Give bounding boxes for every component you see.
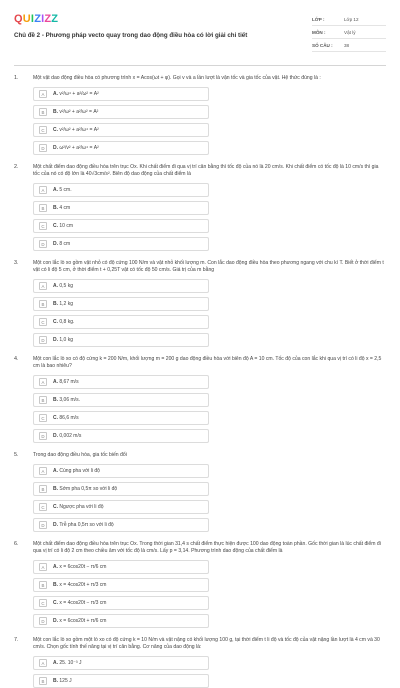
answer-option[interactable] xyxy=(33,518,209,532)
option-letter-box: A xyxy=(39,659,47,667)
option-body: x = 6cos20t + π/6 cm xyxy=(59,618,107,624)
page-title: Chủ đề 2 - Phương pháp vecto quay trong dao động điều hòa có lời giải chi tiết xyxy=(14,32,248,39)
question-item xyxy=(14,260,386,347)
option-body: 125 J xyxy=(59,678,72,684)
option-body: 4 cm xyxy=(59,205,71,211)
option-letter-box: A xyxy=(39,378,47,386)
option-label: C. xyxy=(53,600,58,606)
question-item xyxy=(14,75,386,155)
answer-option[interactable] xyxy=(33,464,209,478)
option-text xyxy=(53,678,72,684)
meta-key: SỐ CÂU : xyxy=(312,42,333,48)
option-body: v²/ω² + a²/ω² = A² xyxy=(59,109,99,115)
option-letter-box: D xyxy=(39,521,47,529)
option-letter-box: C xyxy=(39,318,47,326)
options-grid xyxy=(33,279,386,347)
option-letter-box: D xyxy=(39,336,47,344)
answer-option[interactable] xyxy=(33,183,209,197)
answer-option[interactable] xyxy=(33,87,209,101)
option-letter-box: D xyxy=(39,432,47,440)
answer-option[interactable] xyxy=(33,500,209,514)
logo-letter: Z xyxy=(34,13,42,25)
answer-option[interactable] xyxy=(33,674,209,688)
options-grid xyxy=(33,375,386,443)
option-body: x = 4cos20t − π/3 cm xyxy=(59,600,107,606)
option-text xyxy=(53,468,100,474)
option-text xyxy=(53,522,114,528)
answer-option[interactable] xyxy=(33,279,209,293)
logo-letter: Q xyxy=(14,13,23,25)
option-label: B. xyxy=(53,397,58,403)
answer-option[interactable] xyxy=(33,578,209,592)
option-body: 8,67 m/s xyxy=(59,379,79,385)
option-label: A. xyxy=(53,187,58,193)
options-grid xyxy=(33,87,386,155)
option-label: B. xyxy=(53,582,58,588)
option-letter-box: D xyxy=(39,144,47,152)
option-text xyxy=(53,379,79,385)
meta-row-subject xyxy=(312,26,386,39)
logo-letter: U xyxy=(22,13,31,25)
logo-letter: I xyxy=(41,13,45,25)
option-letter-box: C xyxy=(39,503,47,511)
option-letter-box: A xyxy=(39,282,47,290)
question-item xyxy=(14,637,386,688)
option-body: 1,0 kg xyxy=(59,337,74,343)
option-text xyxy=(53,415,79,421)
option-letter-box: C xyxy=(39,222,47,230)
option-body: ω²/v² + a²/ω⁴ = A² xyxy=(59,145,99,151)
question-item xyxy=(14,164,386,251)
option-text xyxy=(53,582,106,588)
option-label: D. xyxy=(53,337,58,343)
option-letter-box: C xyxy=(39,126,47,134)
question-number: 2. xyxy=(14,164,19,170)
option-text xyxy=(53,223,73,229)
option-letter-box: A xyxy=(39,186,47,194)
option-text xyxy=(53,241,70,247)
option-body: 10 cm xyxy=(59,223,74,229)
meta-key: LỚP : xyxy=(312,16,325,22)
option-label: C. xyxy=(53,223,58,229)
logo-letter: Z xyxy=(44,13,52,25)
meta-key: MÔN : xyxy=(312,29,326,35)
question-number: 1. xyxy=(14,75,19,81)
option-label: D. xyxy=(53,522,58,528)
option-label: A. xyxy=(53,379,58,385)
logo-letter: I xyxy=(30,13,35,25)
answer-option[interactable] xyxy=(33,123,209,137)
option-letter-box: C xyxy=(39,599,47,607)
option-text xyxy=(53,301,73,307)
option-label: D. xyxy=(53,145,58,151)
answer-option[interactable] xyxy=(33,393,209,407)
option-text xyxy=(53,283,73,289)
option-label: B. xyxy=(53,205,58,211)
answer-option[interactable] xyxy=(33,141,209,155)
option-label: C. xyxy=(53,415,58,421)
option-letter-box: B xyxy=(39,581,47,589)
option-text xyxy=(53,486,117,492)
meta-row-class xyxy=(312,13,386,26)
answer-option[interactable] xyxy=(33,429,209,443)
question-text: Một con lắc lò xo gồm một lò xo có độ cứng k = 10 N/m và vật nặng có khối lượng 100 g, tại thời điểm t li độ và tốc độ của vật nặng lần lượt là 4 cm và 30 cm/s. Chọn gốc tính thế năng tại vị trí cân bằng. Cơ năng của dao động là: xyxy=(33,637,380,650)
question-number: 7. xyxy=(14,637,19,643)
option-label: D. xyxy=(53,433,58,439)
question-item xyxy=(14,356,386,443)
option-body: Cùng pha với li độ xyxy=(59,468,100,474)
meta-table xyxy=(312,13,386,52)
option-body: x = 4cos20t + π/3 cm xyxy=(59,582,107,588)
option-body: Ngược pha với li độ xyxy=(59,504,104,510)
option-text xyxy=(53,433,81,439)
option-label: B. xyxy=(53,109,58,115)
option-label: B. xyxy=(53,678,58,684)
option-body: x = 6cos20t − π/6 cm xyxy=(59,564,107,570)
meta-value: Lớp 12 xyxy=(344,16,359,22)
option-text xyxy=(53,205,70,211)
option-letter-box: B xyxy=(39,108,47,116)
option-letter-box: B xyxy=(39,677,47,685)
options-grid xyxy=(33,560,386,628)
option-text xyxy=(53,618,106,624)
option-body: 1,2 kg xyxy=(59,301,74,307)
meta-value: 38 xyxy=(344,42,350,48)
logo-letter: Z xyxy=(51,13,59,25)
question-number: 6. xyxy=(14,541,19,547)
question-list xyxy=(14,75,386,688)
option-label: B. xyxy=(53,486,58,492)
option-label: A. xyxy=(53,283,58,289)
answer-option[interactable] xyxy=(33,596,209,610)
option-letter-box: A xyxy=(39,467,47,475)
answer-option[interactable] xyxy=(33,375,209,389)
option-text xyxy=(53,504,103,510)
answer-option[interactable] xyxy=(33,411,209,425)
question-text: Một chất điểm dao động điều hòa trên trục Ox. Trong thời gian 31,4 s chất điểm thực hiện được 100 dao động toàn phần. Gốc thời gian là lúc chất điểm đi qua vị trí có li độ 2 cm theo chiều âm với tốc độ là cm/s. Lấy p = 3,14. Phương trình dao động của chất điểm là xyxy=(33,541,381,554)
question-text: Một con lắc lò xo gồm vật nhỏ có độ cứng 100 N/m và vật nhỏ khối lượng m. Con lắc dao động điều hòa theo phương ngang với chu kì T. Biết ở thời điểm t vật có li độ 5 cm, ở thời điểm t + 0,25T vật có tốc độ 50 cm/s. Giá trị của m bằng xyxy=(33,260,384,273)
quizizz-logo xyxy=(14,13,58,25)
option-text xyxy=(53,660,82,666)
option-body: v²/ω⁴ + a²/ω² = A² xyxy=(59,91,99,97)
option-letter-box: A xyxy=(39,90,47,98)
option-body: 0,8 kg. xyxy=(59,319,75,325)
option-body: 5 cm. xyxy=(59,187,72,193)
answer-option[interactable] xyxy=(33,560,209,574)
question-number: 5. xyxy=(14,452,19,458)
option-text xyxy=(53,564,106,570)
option-text xyxy=(53,337,73,343)
option-letter-box: D xyxy=(39,240,47,248)
option-text xyxy=(53,319,74,325)
option-letter-box: A xyxy=(39,563,47,571)
option-body: 3,06 m/s. xyxy=(59,397,80,403)
answer-option[interactable] xyxy=(33,333,209,347)
option-text xyxy=(53,127,99,133)
option-letter-box: D xyxy=(39,617,47,625)
answer-option[interactable] xyxy=(33,315,209,329)
option-text xyxy=(53,187,72,193)
question-item xyxy=(14,541,386,628)
question-text: Một chất điểm dao động điều hòa trên trục Ox. Khi chất điểm đi qua vị trí cân bằng thì tốc độ của nó là 20 cm/s. Khi chất điểm có tốc độ là 10 cm/s thì gia tốc của nó có độ lớn là 40√3cm/s². Biên độ dao động của chất điểm là xyxy=(33,164,379,177)
option-text xyxy=(53,397,80,403)
option-label: B. xyxy=(53,301,58,307)
option-body: 86,6 m/s xyxy=(59,415,79,421)
answer-option[interactable] xyxy=(33,237,209,251)
option-body: 25. 10⁻³ J xyxy=(59,660,82,666)
question-text: Một vật dao động điều hòa có phương trình x = Acos(ωt + φ). Gọi v và a lần lượt là vận tốc và gia tốc của vật. Hệ thức đúng là : xyxy=(33,75,321,81)
answer-option[interactable] xyxy=(33,219,209,233)
option-body: v²/ω² + a²/ω⁴ = A² xyxy=(59,127,99,133)
option-letter-box: B xyxy=(39,485,47,493)
option-label: A. xyxy=(53,91,58,97)
answer-option[interactable] xyxy=(33,614,209,628)
meta-value: Vật lý xyxy=(344,29,356,35)
option-letter-box: B xyxy=(39,300,47,308)
option-text xyxy=(53,600,106,606)
option-label: A. xyxy=(53,564,58,570)
option-letter-box: B xyxy=(39,396,47,404)
option-body: Sớm pha 0,5π so với li độ xyxy=(59,486,118,492)
answer-option[interactable] xyxy=(33,656,209,670)
option-letter-box: B xyxy=(39,204,47,212)
options-grid xyxy=(33,464,386,532)
option-label: A. xyxy=(53,468,58,474)
question-text: Một con lắc lò xo có độ cứng k = 200 N/m, khối lượng m = 200 g dao động điều hòa với biên độ A = 10 cm. Tốc độ của con lắc khi qua vị trí có li độ x = 2,5 cm là bao nhiêu? xyxy=(33,356,382,369)
option-label: C. xyxy=(53,127,58,133)
option-text xyxy=(53,145,99,151)
question-text: Trong dao động điều hòa, gia tốc biến đổi xyxy=(33,452,127,458)
option-body: 0,5 kg xyxy=(59,283,74,289)
option-body: Trễ pha 0,5π so với li độ xyxy=(59,522,114,528)
meta-row-count xyxy=(312,39,386,52)
option-label: C. xyxy=(53,504,58,510)
option-text xyxy=(53,91,99,97)
answer-option[interactable] xyxy=(33,105,209,119)
option-label: D. xyxy=(53,241,58,247)
option-label: C. xyxy=(53,319,58,325)
options-grid xyxy=(33,183,386,251)
option-body: 0,002 m/s xyxy=(59,433,82,439)
question-item xyxy=(14,452,386,532)
answer-option[interactable] xyxy=(33,201,209,215)
option-label: D. xyxy=(53,618,58,624)
options-grid xyxy=(33,656,386,688)
option-text xyxy=(53,109,98,115)
answer-option[interactable] xyxy=(33,297,209,311)
option-body: 8 cm xyxy=(59,241,71,247)
question-number: 3. xyxy=(14,260,19,266)
question-number: 4. xyxy=(14,356,19,362)
option-letter-box: C xyxy=(39,414,47,422)
worksheet-header xyxy=(14,0,386,66)
answer-option[interactable] xyxy=(33,482,209,496)
option-label: A. xyxy=(53,660,58,666)
